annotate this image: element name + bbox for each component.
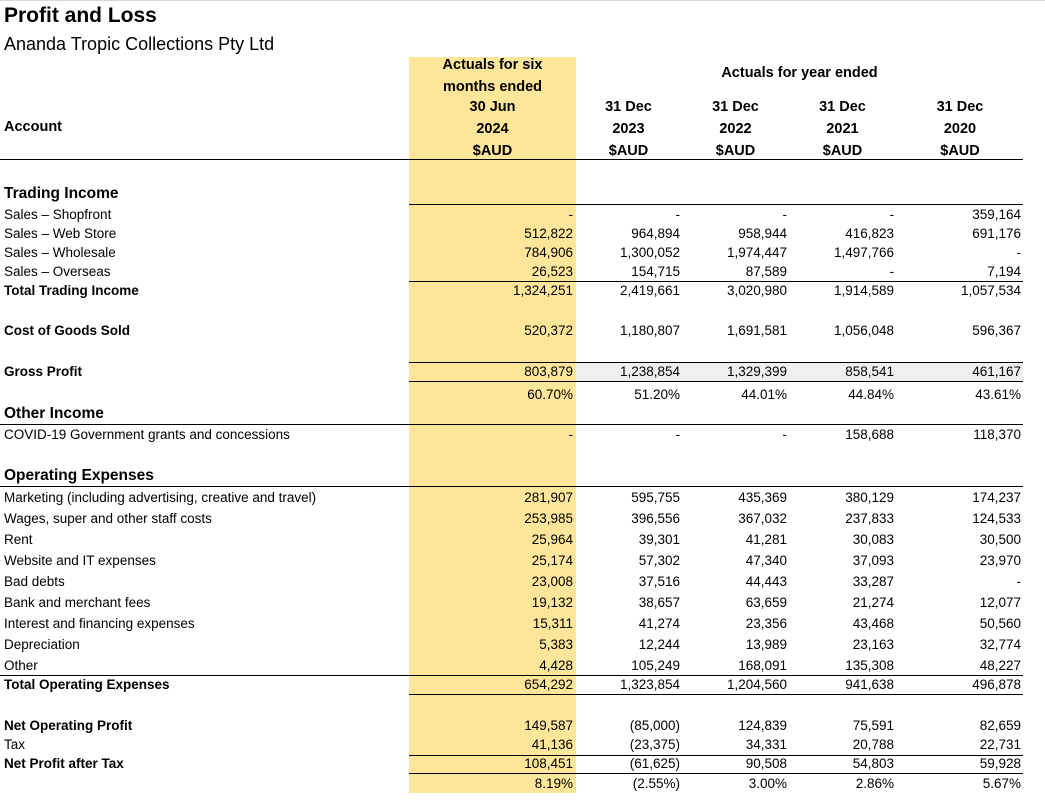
row-label: Total Trading Income xyxy=(4,283,139,298)
cell-2022: - xyxy=(782,427,787,442)
cell-2024: 41,136 xyxy=(531,737,573,752)
cell-2022: 63,659 xyxy=(745,595,787,610)
cell-2020: 7,194 xyxy=(987,264,1021,279)
cell-2024: 15,311 xyxy=(532,616,573,631)
cell-2020: 496,878 xyxy=(972,677,1021,692)
cell-2022: 23,356 xyxy=(745,616,787,631)
cell-2023: 51.20% xyxy=(634,387,680,402)
cell-2023: 2,419,661 xyxy=(619,283,680,298)
row-label: COVID-19 Government grants and concessions xyxy=(4,427,290,442)
cell-2020: 461,167 xyxy=(972,364,1021,379)
col-header-line1: Actuals for six xyxy=(442,57,543,73)
cell-2024: 803,879 xyxy=(524,364,573,379)
row-label: Gross Profit xyxy=(4,364,83,379)
cell-2021: 44.84% xyxy=(848,387,894,402)
col-header-2020 xyxy=(897,96,1023,162)
cell-2023: 1,323,854 xyxy=(619,677,680,692)
col-date: 31 Dec xyxy=(936,99,984,115)
cell-2023: 1,238,854 xyxy=(619,364,680,379)
cell-2022: 3,020,980 xyxy=(726,283,787,298)
cell-2022: 47,340 xyxy=(745,553,787,568)
row-label: Bank and merchant fees xyxy=(4,595,151,610)
row-label: Sales – Web Store xyxy=(4,226,117,241)
cell-2024: 281,907 xyxy=(524,490,573,505)
col-header-line2: months ended xyxy=(442,79,543,95)
section-operating-expenses xyxy=(0,466,1045,485)
col-header-2023 xyxy=(576,96,681,162)
cell-2024: 784,906 xyxy=(524,245,573,260)
cell-2020: 12,077 xyxy=(979,595,1021,610)
cell-2022: 34,331 xyxy=(745,737,787,752)
cell-2021: - xyxy=(889,207,894,222)
cell-2020: 118,370 xyxy=(973,427,1021,442)
row-other-expenses xyxy=(0,656,1045,675)
cell-2023: 38,657 xyxy=(638,595,680,610)
cell-2020: 32,774 xyxy=(979,637,1021,652)
cell-2021: 858,541 xyxy=(845,364,894,379)
cell-2024: 5,383 xyxy=(539,637,573,652)
cell-2020: 30,500 xyxy=(979,532,1021,547)
cell-2021: 37,093 xyxy=(852,553,894,568)
cell-2023: 964,894 xyxy=(631,226,680,241)
cell-2022: 13,989 xyxy=(745,637,787,652)
col-header-2024 xyxy=(409,54,576,98)
cell-2022: 435,369 xyxy=(738,490,787,505)
cell-2021: 20,788 xyxy=(852,737,894,752)
col-date: 30 Jun xyxy=(469,99,516,115)
row-label: Marketing (including advertising, creative and travel) xyxy=(4,490,317,505)
cell-2020: 43.61% xyxy=(975,387,1021,402)
year-ended-span-header: Actuals for year ended xyxy=(721,65,878,81)
cell-2021: 54,803 xyxy=(852,756,894,771)
row-label: Total Operating Expenses xyxy=(4,677,170,692)
cell-2022: 3.00% xyxy=(748,776,787,791)
col-header-2022 xyxy=(683,96,788,162)
col-year: 2024 xyxy=(476,121,509,137)
col-year: 2021 xyxy=(826,121,859,137)
cell-2020: 59,928 xyxy=(979,756,1021,771)
row-label: Interest and financing expenses xyxy=(4,616,195,631)
cell-2020: - xyxy=(1016,245,1021,260)
cell-2024: 108,451 xyxy=(524,756,573,771)
cell-2022: 41,281 xyxy=(745,532,787,547)
col-year: 2020 xyxy=(943,121,977,137)
col-date: 31 Dec xyxy=(712,99,759,115)
row-total-operating-expenses xyxy=(0,675,1045,694)
col-date: 31 Dec xyxy=(605,99,652,115)
cell-2021: 158,688 xyxy=(845,427,894,442)
header-rule xyxy=(0,159,1023,160)
cell-2021: 1,914,589 xyxy=(833,283,894,298)
cell-2023: 37,516 xyxy=(638,574,680,589)
cell-2022: 44.01% xyxy=(741,387,787,402)
cell-2024: 19,132 xyxy=(531,595,573,610)
section-label: Other Income xyxy=(4,405,104,422)
col-currency: $AUD xyxy=(608,143,649,159)
cell-2022: 168,091 xyxy=(738,658,787,673)
cell-2023: 105,249 xyxy=(631,658,680,673)
col-currency: $AUD xyxy=(940,143,980,159)
cell-2024: 253,985 xyxy=(524,511,573,526)
cell-2021: - xyxy=(889,264,894,279)
cell-2021: 75,591 xyxy=(852,718,894,733)
cell-2024: 25,964 xyxy=(531,532,573,547)
row-net-margin xyxy=(0,774,1045,793)
company-name: Ananda Tropic Collections Pty Ltd xyxy=(4,34,275,54)
cell-2022: 124,839 xyxy=(738,718,787,733)
cell-2022: 87,589 xyxy=(745,264,787,279)
cell-2020: 359,164 xyxy=(972,207,1021,222)
row-bad-debts xyxy=(0,572,1045,591)
cell-2024: - xyxy=(568,207,573,222)
cell-2021: 33,287 xyxy=(852,574,894,589)
row-label: Tax xyxy=(4,737,26,752)
section-other-income xyxy=(0,404,1045,423)
col-year: 2023 xyxy=(612,121,645,137)
row-interest xyxy=(0,614,1045,633)
cell-2021: 135,308 xyxy=(845,658,894,673)
report-title: Profit and Loss xyxy=(4,4,157,27)
col-header-2024-date xyxy=(409,96,576,162)
col-currency: $AUD xyxy=(472,143,513,159)
row-label: Sales – Overseas xyxy=(4,264,111,279)
row-label: Other xyxy=(4,658,38,673)
row-label: Cost of Goods Sold xyxy=(4,323,130,338)
row-label: Depreciation xyxy=(4,637,80,652)
cell-2021: 21,274 xyxy=(852,595,894,610)
row-sales-webstore xyxy=(0,224,1045,243)
row-label: Sales – Shopfront xyxy=(4,207,112,222)
cell-2023: (61,625) xyxy=(629,756,680,771)
cell-2021: 380,129 xyxy=(845,490,894,505)
cell-2022: 1,691,581 xyxy=(726,323,787,338)
row-tax xyxy=(0,735,1045,754)
cell-2024: 149,587 xyxy=(524,718,573,733)
row-total-trading-income xyxy=(0,281,1045,300)
cell-2022: 44,443 xyxy=(745,574,787,589)
cell-2023: 154,715 xyxy=(631,264,680,279)
row-marketing xyxy=(0,488,1045,507)
row-label: Bad debts xyxy=(4,574,65,589)
cell-2020: 22,731 xyxy=(979,737,1021,752)
cell-2023: 1,300,052 xyxy=(619,245,680,260)
cell-2023: - xyxy=(675,427,680,442)
section-label: Trading Income xyxy=(4,185,119,202)
row-gross-profit xyxy=(0,362,1045,381)
row-wages xyxy=(0,509,1045,528)
cell-2022: 1,974,447 xyxy=(726,245,787,260)
cell-2022: - xyxy=(782,207,787,222)
cell-2024: 60.70% xyxy=(527,387,573,402)
cell-2022: 367,032 xyxy=(738,511,787,526)
row-label: Net Profit after Tax xyxy=(4,756,124,771)
rule-opex-total-bottom xyxy=(409,694,1023,695)
cell-2023: 396,556 xyxy=(631,511,680,526)
cell-2023: 39,301 xyxy=(638,532,680,547)
section-label: Operating Expenses xyxy=(4,467,154,484)
cell-2020: 5.67% xyxy=(982,776,1021,791)
row-depreciation xyxy=(0,635,1045,654)
cell-2024: 4,428 xyxy=(539,658,573,673)
cell-2024: 25,174 xyxy=(531,553,573,568)
row-bank-fees xyxy=(0,593,1045,612)
row-net-profit-after-tax xyxy=(0,754,1045,773)
cell-2021: 416,823 xyxy=(845,226,894,241)
account-header: Account xyxy=(4,119,62,135)
cell-2021: 30,083 xyxy=(852,532,894,547)
row-sales-shopfront xyxy=(0,205,1045,224)
cell-2023: (85,000) xyxy=(629,718,680,733)
cell-2021: 237,833 xyxy=(845,511,894,526)
cell-2021: 1,497,766 xyxy=(833,245,894,260)
cell-2020: 174,237 xyxy=(972,490,1021,505)
cell-2022: 90,508 xyxy=(745,756,787,771)
cell-2020: 1,057,534 xyxy=(960,283,1021,298)
row-sales-wholesale xyxy=(0,243,1045,262)
col-date: 31 Dec xyxy=(819,99,866,115)
row-label: Sales – Wholesale xyxy=(4,245,116,260)
row-label: Net Operating Profit xyxy=(4,718,133,733)
row-sales-overseas xyxy=(0,262,1045,281)
rule-gp-bottom xyxy=(409,381,1023,382)
top-border xyxy=(0,0,1045,1)
row-label: Website and IT expenses xyxy=(4,553,156,568)
col-year: 2022 xyxy=(719,121,752,137)
cell-2024: 8.19% xyxy=(534,776,573,791)
row-label: Rent xyxy=(4,532,33,547)
row-net-operating-profit xyxy=(0,716,1045,735)
cell-2020: 596,367 xyxy=(972,323,1021,338)
cell-2022: 1,204,560 xyxy=(726,677,787,692)
col-currency: $AUD xyxy=(715,143,756,159)
cell-2021: 941,638 xyxy=(845,677,894,692)
cell-2020: 48,227 xyxy=(979,658,1021,673)
cell-2024: - xyxy=(568,427,573,442)
cell-2024: 654,292 xyxy=(524,677,573,692)
cell-2023: (23,375) xyxy=(629,737,680,752)
row-label: Wages, super and other staff costs xyxy=(4,511,212,526)
cell-2020: 691,176 xyxy=(972,226,1021,241)
section-trading-income xyxy=(0,184,1045,203)
cell-2022: 958,944 xyxy=(738,226,787,241)
cell-2024: 1,324,251 xyxy=(512,283,573,298)
cell-2020: 50,560 xyxy=(979,616,1021,631)
cell-2023: (2.55%) xyxy=(632,776,680,791)
cell-2020: 124,533 xyxy=(972,511,1021,526)
row-rent xyxy=(0,530,1045,549)
cell-2022: 1,329,399 xyxy=(726,364,787,379)
cell-2021: 23,163 xyxy=(852,637,894,652)
row-covid-grants xyxy=(0,425,1045,444)
cell-2023: 12,244 xyxy=(638,637,680,652)
cell-2023: 57,302 xyxy=(638,553,680,568)
cell-2020: - xyxy=(1016,574,1021,589)
row-cost-of-goods-sold xyxy=(0,321,1045,340)
cell-2024: 512,822 xyxy=(524,226,573,241)
col-currency: $AUD xyxy=(822,143,863,159)
cell-2020: 23,970 xyxy=(979,553,1021,568)
cell-2020: 82,659 xyxy=(979,718,1021,733)
rule-opex-top xyxy=(0,486,1023,487)
cell-2021: 1,056,048 xyxy=(833,323,894,338)
cell-2024: 23,008 xyxy=(531,574,573,589)
row-website-it xyxy=(0,551,1045,570)
cell-2021: 2.86% xyxy=(855,776,894,791)
cell-2024: 520,372 xyxy=(524,323,573,338)
cell-2024: 26,523 xyxy=(531,264,573,279)
cell-2023: 41,274 xyxy=(638,616,680,631)
col-header-2021 xyxy=(790,96,895,162)
cell-2023: - xyxy=(675,207,680,222)
row-gross-margin xyxy=(0,385,1045,404)
cell-2021: 43,468 xyxy=(852,616,894,631)
cell-2023: 1,180,807 xyxy=(619,323,680,338)
cell-2023: 595,755 xyxy=(631,490,680,505)
